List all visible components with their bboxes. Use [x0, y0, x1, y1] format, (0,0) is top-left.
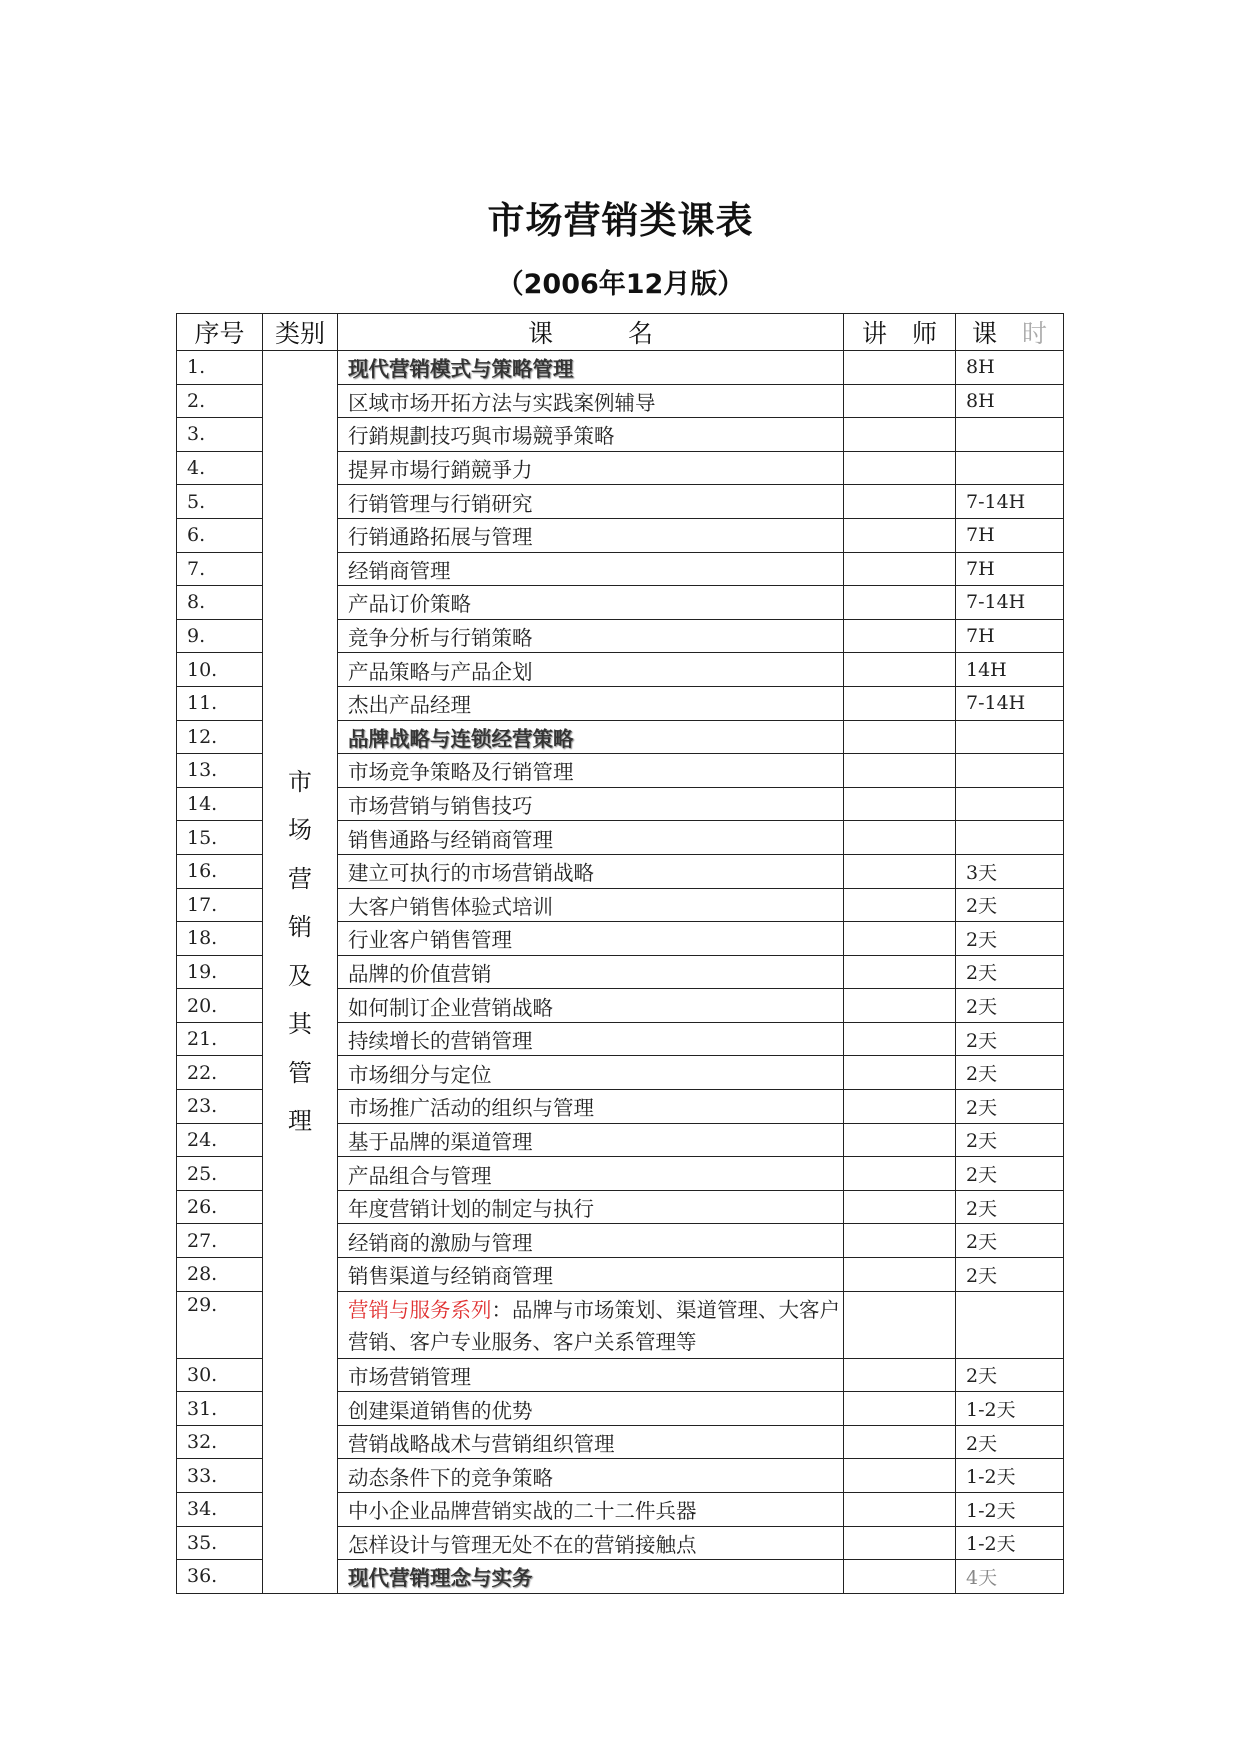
course-hours — [956, 1291, 1064, 1358]
course-hours — [956, 720, 1064, 754]
header-hours-ghost: 时 — [1022, 319, 1048, 348]
teacher-cell — [844, 518, 956, 552]
teacher-cell — [844, 821, 956, 855]
course-hours: 2天 — [956, 888, 1064, 922]
course-hours: 2天 — [956, 1022, 1064, 1056]
course-hours: 2天 — [956, 1157, 1064, 1191]
row-index: 27. — [177, 1224, 263, 1258]
course-hours: 2天 — [956, 1090, 1064, 1124]
header-teacher: 讲 师 — [844, 314, 956, 351]
course-hours: 2天 — [956, 1224, 1064, 1258]
row-index: 25. — [177, 1157, 263, 1191]
course-name-text: 持续增长的营销管理 — [348, 1029, 533, 1054]
course-name — [338, 821, 844, 855]
page-title: 市场营销类课表 — [487, 199, 754, 242]
category-char: 其 — [288, 1010, 312, 1039]
course-hours: 1-2天 — [956, 1526, 1064, 1560]
header-hours — [956, 314, 1064, 351]
course-name — [338, 1190, 844, 1224]
course-hours: 7-14H — [956, 586, 1064, 620]
table-row — [177, 351, 1064, 385]
teacher-cell — [844, 854, 956, 888]
course-hours: 8H — [956, 351, 1064, 385]
course-hours: 2天 — [956, 1358, 1064, 1392]
course-hours: 14H — [956, 653, 1064, 687]
teacher-cell — [844, 384, 956, 418]
course-name — [338, 552, 844, 586]
teacher-cell — [844, 1493, 956, 1527]
course-name-text: 市场竞争策略及行销管理 — [348, 760, 574, 785]
teacher-cell — [844, 888, 956, 922]
row-index: 26. — [177, 1190, 263, 1224]
category-char: 场 — [288, 816, 312, 845]
teacher-cell — [844, 955, 956, 989]
course-hours: 2天 — [956, 1056, 1064, 1090]
course-hours — [956, 754, 1064, 788]
teacher-cell — [844, 1258, 956, 1292]
course-name-text: 创建渠道销售的优势 — [348, 1398, 533, 1423]
course-name-text: 行销管理与行销研究 — [348, 491, 533, 516]
course-name-text: 年度营销计划的制定与执行 — [348, 1197, 594, 1222]
row-index: 7. — [177, 552, 263, 586]
course-name — [338, 955, 844, 989]
course-name-text: 产品组合与管理 — [348, 1163, 492, 1188]
row-index: 12. — [177, 720, 263, 754]
page-subtitle: （2006年12月版） — [496, 269, 745, 300]
row-index: 34. — [177, 1493, 263, 1527]
teacher-cell — [844, 619, 956, 653]
course-name-text: 营销战略战术与营销组织管理 — [348, 1432, 615, 1457]
course-name — [338, 754, 844, 788]
course-name-text: 中小企业品牌营销实战的二十二件兵器 — [348, 1499, 697, 1524]
row-index: 30. — [177, 1358, 263, 1392]
row-index: 4. — [177, 451, 263, 485]
course-name — [338, 653, 844, 687]
header-index: 序号 — [177, 314, 263, 351]
row-index: 36. — [177, 1560, 263, 1594]
course-hours: 2天 — [956, 1123, 1064, 1157]
category-char: 管 — [288, 1058, 312, 1087]
row-index: 28. — [177, 1258, 263, 1292]
course-name-text: 市场营销管理 — [348, 1364, 471, 1389]
course-name-text: 销售通路与经销商管理 — [348, 827, 553, 852]
course-hours: 3天 — [956, 854, 1064, 888]
course-hours: 2天 — [956, 922, 1064, 956]
row-index: 14. — [177, 787, 263, 821]
series-label: 营销与服务系列 — [348, 1297, 492, 1322]
course-hours: 2天 — [956, 989, 1064, 1023]
course-hours: 1-2天 — [956, 1459, 1064, 1493]
course-name-text: 基于品牌的渠道管理 — [348, 1129, 533, 1154]
course-hours: 7H — [956, 552, 1064, 586]
course-name — [338, 1560, 844, 1594]
teacher-cell — [844, 1190, 956, 1224]
course-name — [338, 1425, 844, 1459]
teacher-cell — [844, 1056, 956, 1090]
series-description: ：品牌与市场策划、渠道管理、大客户营销、客户专业服务、客户关系管理等 — [348, 1297, 840, 1354]
teacher-cell — [844, 418, 956, 452]
course-name — [338, 989, 844, 1023]
course-name — [338, 1493, 844, 1527]
course-name — [338, 518, 844, 552]
teacher-cell — [844, 586, 956, 620]
course-name-text: 产品订价策略 — [348, 592, 471, 617]
course-name-text: 销售渠道与经销商管理 — [348, 1264, 553, 1289]
course-name-text: 行銷規劃技巧與市場競爭策略 — [348, 424, 615, 449]
course-hours: 8H — [956, 384, 1064, 418]
course-name — [338, 418, 844, 452]
teacher-cell — [844, 1291, 956, 1358]
course-name-text: 竞争分析与行销策略 — [348, 626, 533, 651]
course-hours — [956, 418, 1064, 452]
course-name — [338, 586, 844, 620]
teacher-cell — [844, 451, 956, 485]
course-name — [338, 1392, 844, 1426]
category-cell — [263, 351, 338, 1594]
course-name — [338, 787, 844, 821]
course-name — [338, 1291, 844, 1358]
row-index: 16. — [177, 854, 263, 888]
row-index: 13. — [177, 754, 263, 788]
course-hours: 7-14H — [956, 485, 1064, 519]
row-index: 6. — [177, 518, 263, 552]
course-hours: 1-2天 — [956, 1392, 1064, 1426]
teacher-cell — [844, 1157, 956, 1191]
teacher-cell — [844, 754, 956, 788]
course-name — [338, 1157, 844, 1191]
course-name-text: 现代营销理念与实务 — [348, 1566, 533, 1591]
row-index: 18. — [177, 922, 263, 956]
course-name-text: 大客户销售体验式培训 — [348, 894, 553, 919]
teacher-cell — [844, 485, 956, 519]
course-name-text: 如何制订企业营销战略 — [348, 995, 553, 1020]
course-hours — [956, 451, 1064, 485]
teacher-cell — [844, 1358, 956, 1392]
course-name — [338, 1090, 844, 1124]
course-hours: 2天 — [956, 955, 1064, 989]
course-name — [338, 619, 844, 653]
course-name — [338, 1526, 844, 1560]
course-hours — [956, 821, 1064, 855]
course-name-text: 杰出产品经理 — [348, 693, 471, 718]
course-name — [338, 686, 844, 720]
course-name — [338, 854, 844, 888]
category-char: 理 — [288, 1107, 312, 1136]
teacher-cell — [844, 1459, 956, 1493]
row-index: 9. — [177, 619, 263, 653]
row-index: 11. — [177, 686, 263, 720]
course-name — [338, 1224, 844, 1258]
course-name-text: 经销商管理 — [348, 558, 451, 583]
row-index: 31. — [177, 1392, 263, 1426]
teacher-cell — [844, 1425, 956, 1459]
row-index: 8. — [177, 586, 263, 620]
row-index: 20. — [177, 989, 263, 1023]
course-name — [338, 485, 844, 519]
row-index: 35. — [177, 1526, 263, 1560]
category-label — [263, 758, 337, 1146]
course-name — [338, 922, 844, 956]
course-name-text: 区域市场开拓方法与实践案例辅导 — [348, 390, 656, 415]
table-header-row — [177, 314, 1064, 351]
course-name-text: 建立可执行的市场营销战略 — [348, 861, 594, 886]
row-index: 15. — [177, 821, 263, 855]
teacher-cell — [844, 1224, 956, 1258]
course-hours: 7H — [956, 518, 1064, 552]
teacher-cell — [844, 351, 956, 385]
course-name-text: 行销通路拓展与管理 — [348, 525, 533, 550]
row-index: 2. — [177, 384, 263, 418]
course-hours: 7H — [956, 619, 1064, 653]
course-name-text: 市场营销与销售技巧 — [348, 794, 533, 819]
course-name — [338, 1459, 844, 1493]
row-index: 1. — [177, 351, 263, 385]
course-name-text: 现代营销模式与策略管理 — [348, 357, 574, 382]
course-name-text: 怎样设计与管理无处不在的营销接触点 — [348, 1532, 697, 1557]
course-table — [176, 313, 1064, 1594]
row-index: 21. — [177, 1022, 263, 1056]
course-name — [338, 888, 844, 922]
row-index: 10. — [177, 653, 263, 687]
category-char: 及 — [288, 961, 312, 990]
row-index: 22. — [177, 1056, 263, 1090]
course-name-text: 产品策略与产品企划 — [348, 659, 533, 684]
teacher-cell — [844, 1090, 956, 1124]
row-index: 23. — [177, 1090, 263, 1124]
course-hours: 7-14H — [956, 686, 1064, 720]
course-name-text: 动态条件下的竞争策略 — [348, 1465, 553, 1490]
teacher-cell — [844, 552, 956, 586]
course-name-text: 提昇市場行銷競爭力 — [348, 458, 533, 483]
course-name — [338, 720, 844, 754]
teacher-cell — [844, 1123, 956, 1157]
course-name — [338, 351, 844, 385]
course-name-text: 经销商的激励与管理 — [348, 1230, 533, 1255]
category-char: 营 — [288, 864, 312, 893]
header-course: 课 名 — [338, 314, 844, 351]
row-index: 19. — [177, 955, 263, 989]
category-char: 市 — [288, 767, 312, 796]
teacher-cell — [844, 787, 956, 821]
course-hours: 2天 — [956, 1425, 1064, 1459]
course-hours: 2天 — [956, 1258, 1064, 1292]
teacher-cell — [844, 922, 956, 956]
header-category: 类别 — [263, 314, 338, 351]
category-char: 销 — [288, 913, 312, 942]
course-name — [338, 1358, 844, 1392]
row-index: 32. — [177, 1425, 263, 1459]
course-name-text: 市场推广活动的组织与管理 — [348, 1096, 594, 1121]
course-name-text: 品牌的价值营销 — [348, 961, 492, 986]
row-index: 17. — [177, 888, 263, 922]
course-name — [338, 1123, 844, 1157]
course-name-text: 品牌战略与连锁经营策略 — [348, 726, 574, 751]
course-name-text: 市场细分与定位 — [348, 1062, 492, 1087]
row-index: 24. — [177, 1123, 263, 1157]
course-hours: 4天 — [956, 1560, 1064, 1594]
teacher-cell — [844, 686, 956, 720]
teacher-cell — [844, 1560, 956, 1594]
course-name — [338, 384, 844, 418]
teacher-cell — [844, 989, 956, 1023]
teacher-cell — [844, 653, 956, 687]
row-index: 29. — [177, 1291, 263, 1358]
course-hours: 2天 — [956, 1190, 1064, 1224]
course-name — [338, 451, 844, 485]
course-hours: 1-2天 — [956, 1493, 1064, 1527]
teacher-cell — [844, 1022, 956, 1056]
row-index: 33. — [177, 1459, 263, 1493]
course-name-text: 行业客户销售管理 — [348, 928, 512, 953]
course-hours — [956, 787, 1064, 821]
row-index: 5. — [177, 485, 263, 519]
course-name — [338, 1258, 844, 1292]
course-name — [338, 1022, 844, 1056]
course-name — [338, 1056, 844, 1090]
teacher-cell — [844, 720, 956, 754]
header-hours-main: 课 — [971, 319, 997, 348]
teacher-cell — [844, 1392, 956, 1426]
teacher-cell — [844, 1526, 956, 1560]
row-index: 3. — [177, 418, 263, 452]
